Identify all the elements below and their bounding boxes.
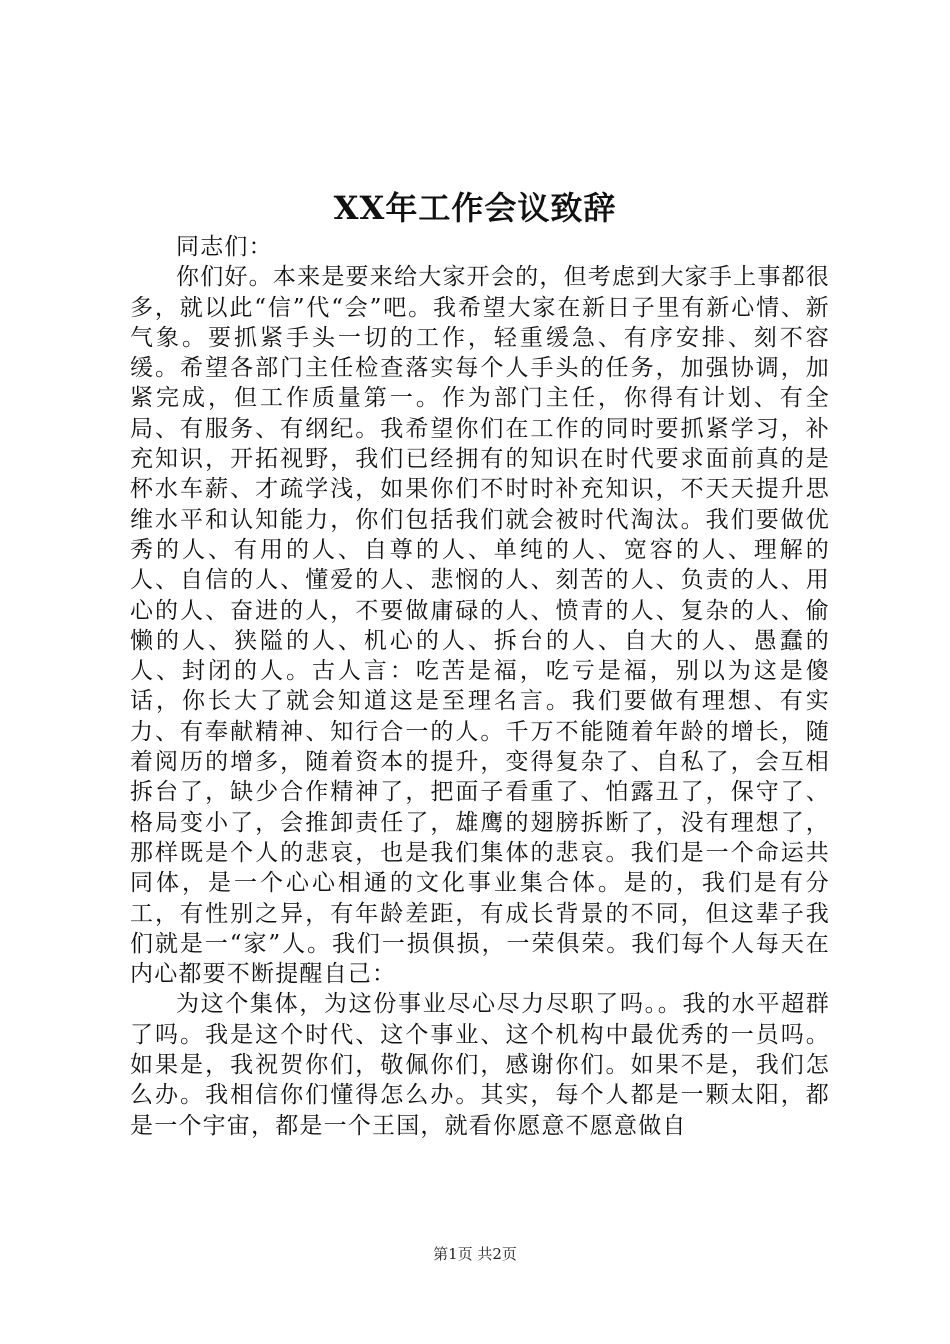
salutation-paragraph: 同志们： (176, 234, 273, 260)
body-paragraph-continued: 为这个集体，为这份事业尽心尽力尽职了吗。。我的水平超群了吗。我是这个时代、这个事业、这个机构中最优秀的一员吗。如果是，我祝贺你们，敬佩你们，感谢你们。如果不是，我们怎么办。我相信你们懂得怎么办。其实，每个人都是一颗太阳，都是一个宇宙，都是一个王国，就看你愿意不愿意做自 (130, 991, 830, 1139)
document-body (130, 232, 830, 1141)
page-number-footer: 第1页 共2页 (433, 1245, 517, 1263)
document-title: XX年工作会议致辞 (333, 189, 617, 227)
body-paragraph-main: 你们好。本来是要来给大家开会的，但考虑到大家手上事都很多，就以此“信”代“会”吧。我希望大家在新日子里有新心情、新气象。要抓紧手头一切的工作，轻重缓急、有序安排、刻不容缓。希望各部门主任检查落实每个人手头的任务，加强协调，加紧完成，但工作质量第一。作为部门主任，你得有计划、有全局、有服务、有纲纪。我希望你们在工作的同时要抓紧学习，补充知识，开拓视野，我们已经拥有的知识在时代要求面前真的是杯水车薪、才疏学浅，如果你们不时时补充知识，不天天提升思维水平和认知能力，你们包括我们就会被时代淘汰。我们要做优秀的人、有用的人、自尊的人、单纯的人、宽容的人、理解的人、自信的人、懂爱的人、悲悯的人、刻苦的人、负责的人、用心的人、奋进的人，不要做庸碌的人、愤青的人、复杂的人、偷懒的人、狭隘的人、机心的人、拆台的人、自大的人、愚蠢的人、封闭的人。古人言：吃苦是福，吃亏是福，别以为这是傻话，你长大了就会知道这是至理名言。我们要做有理想、有实力、有奉献精神、知行合一的人。千万不能随着年龄的增长，随着阅历的增多，随着资本的提升，变得复杂了、自私了，会互相拆台了，缺少合作精神了，把面子看重了、怕露丑了，保守了、格局变小了，会推卸责任了，雄鹰的翅膀拆断了，没有理想了，那样既是个人的悲哀，也是我们集体的悲哀。我们是一个命运共同体，是一个心心相通的文化事业集合体。是的，我们是有分工，有性别之异，有年龄差距，有成长背景的不同，但这辈子我们就是一“家”人。我们一损俱损，一荣俱荣。我们每个人每天在内心都要不断提醒自己： (130, 264, 830, 988)
